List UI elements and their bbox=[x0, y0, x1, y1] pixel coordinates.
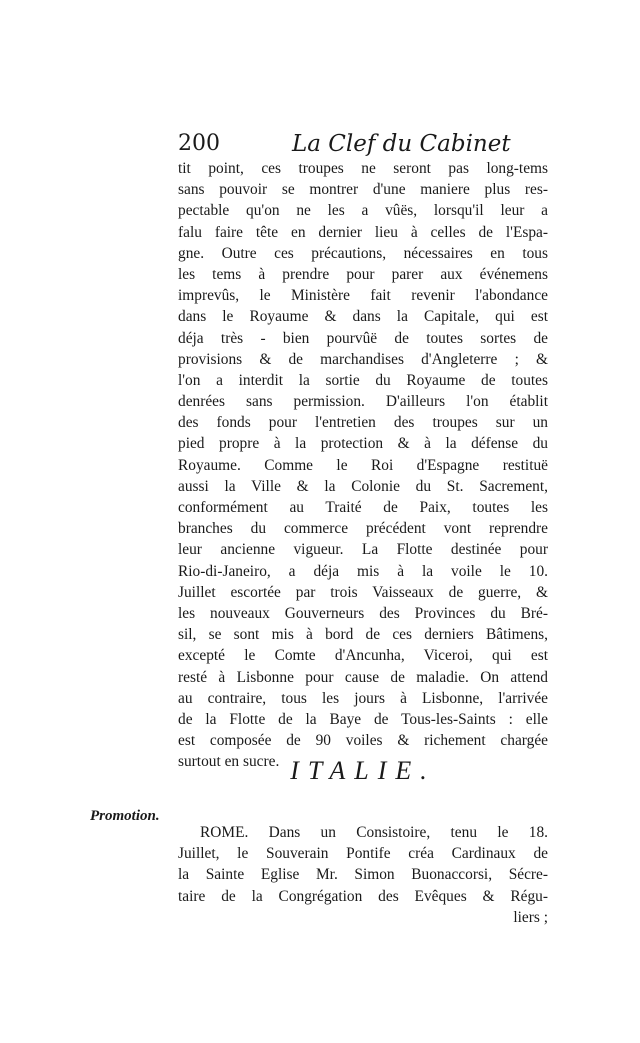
text-line: Rio-di-Janeiro, a déja mis à la voile le 10. bbox=[178, 562, 548, 580]
text-line: pied propre à la protection & à la défense du bbox=[178, 435, 548, 453]
text-line: déja très - bien pourvûë de toutes sortes de bbox=[178, 329, 548, 347]
text-line: imprevûs, le Ministère fait revenir l'abondance bbox=[178, 287, 548, 305]
section-text bbox=[178, 822, 548, 928]
text-line: resté à Lisbonne pour cause de maladie. On attend bbox=[178, 668, 548, 686]
text-line: conformément au Traité de Paix, toutes les bbox=[178, 499, 548, 516]
body-text bbox=[178, 158, 548, 772]
text-line: branches du commerce précédent vont reprendre bbox=[178, 520, 548, 538]
text-line: pectable qu'on ne les a vûës, lorsqu'il leur a bbox=[178, 202, 548, 220]
text-line: tit point, ces troupes ne seront pas long-tems bbox=[178, 160, 548, 177]
text-line: aussi la Ville & la Colonie du St. Sacrement, bbox=[178, 477, 548, 495]
text-line: excepté le Comte d'Ancunha, Viceroi, qui est bbox=[178, 647, 548, 665]
text-line: dans le Royaume & dans la Capitale, qui est bbox=[178, 308, 548, 326]
text-line: l'on a interdit la sortie du Royaume de toutes bbox=[178, 371, 548, 389]
text-line: leur ancienne vigueur. La Flotte destinée pour bbox=[178, 541, 548, 559]
text-line: sil, se sont mis à bord de ces derniers Bâtimens, bbox=[178, 626, 548, 644]
section-title: ITALIE. bbox=[290, 756, 436, 785]
text-line: Juillet, le Souverain Pontife créa Cardinaux de bbox=[178, 845, 548, 863]
text-line: des fonds pour l'entretien des troupes sur un bbox=[178, 414, 548, 432]
text-line: surtout en sucre. bbox=[178, 753, 280, 771]
text-line: les nouveaux Gouverneurs des Provinces du Bré- bbox=[178, 604, 548, 622]
text-line: ROME. Dans un Consistoire, tenu le 18. bbox=[200, 824, 548, 841]
text-line: de la Flotte de la Baye de Tous-les-Saints : elle bbox=[178, 710, 548, 728]
text-line: falu faire tête en dernier lieu à celles de l'Espa- bbox=[178, 223, 548, 241]
text-line: sans pouvoir se montrer d'une maniere plus res- bbox=[178, 181, 548, 199]
running-title: La Clef du Cabinet bbox=[292, 131, 511, 157]
text-line: provisions & de marchandises d'Angleterre ; & bbox=[178, 350, 548, 368]
text-line: taire de la Congrégation des Evêques & Régu- bbox=[178, 887, 548, 905]
text-line: Juillet escortée par trois Vaisseaux de guerre, & bbox=[178, 583, 548, 601]
page-number: 200 bbox=[178, 131, 220, 156]
text-line: est composée de 90 voiles & richement chargée bbox=[178, 732, 548, 750]
text-line: les tems à prendre pour parer aux événemens bbox=[178, 265, 548, 283]
text-line: Royaume. Comme le Roi d'Espagne restituë bbox=[178, 456, 548, 474]
text-line: gne. Outre ces précautions, nécessaires en tous bbox=[178, 244, 548, 262]
text-line: denrées sans permission. D'ailleurs l'on établit bbox=[178, 393, 548, 411]
catchword: liers ; bbox=[513, 908, 548, 926]
marginal-note: Promotion. bbox=[90, 808, 160, 824]
text-line: la Sainte Eglise Mr. Simon Buonaccorsi, Sécre- bbox=[178, 866, 548, 884]
text-line: au contraire, tous les jours à Lisbonne, l'arrivée bbox=[178, 689, 548, 707]
